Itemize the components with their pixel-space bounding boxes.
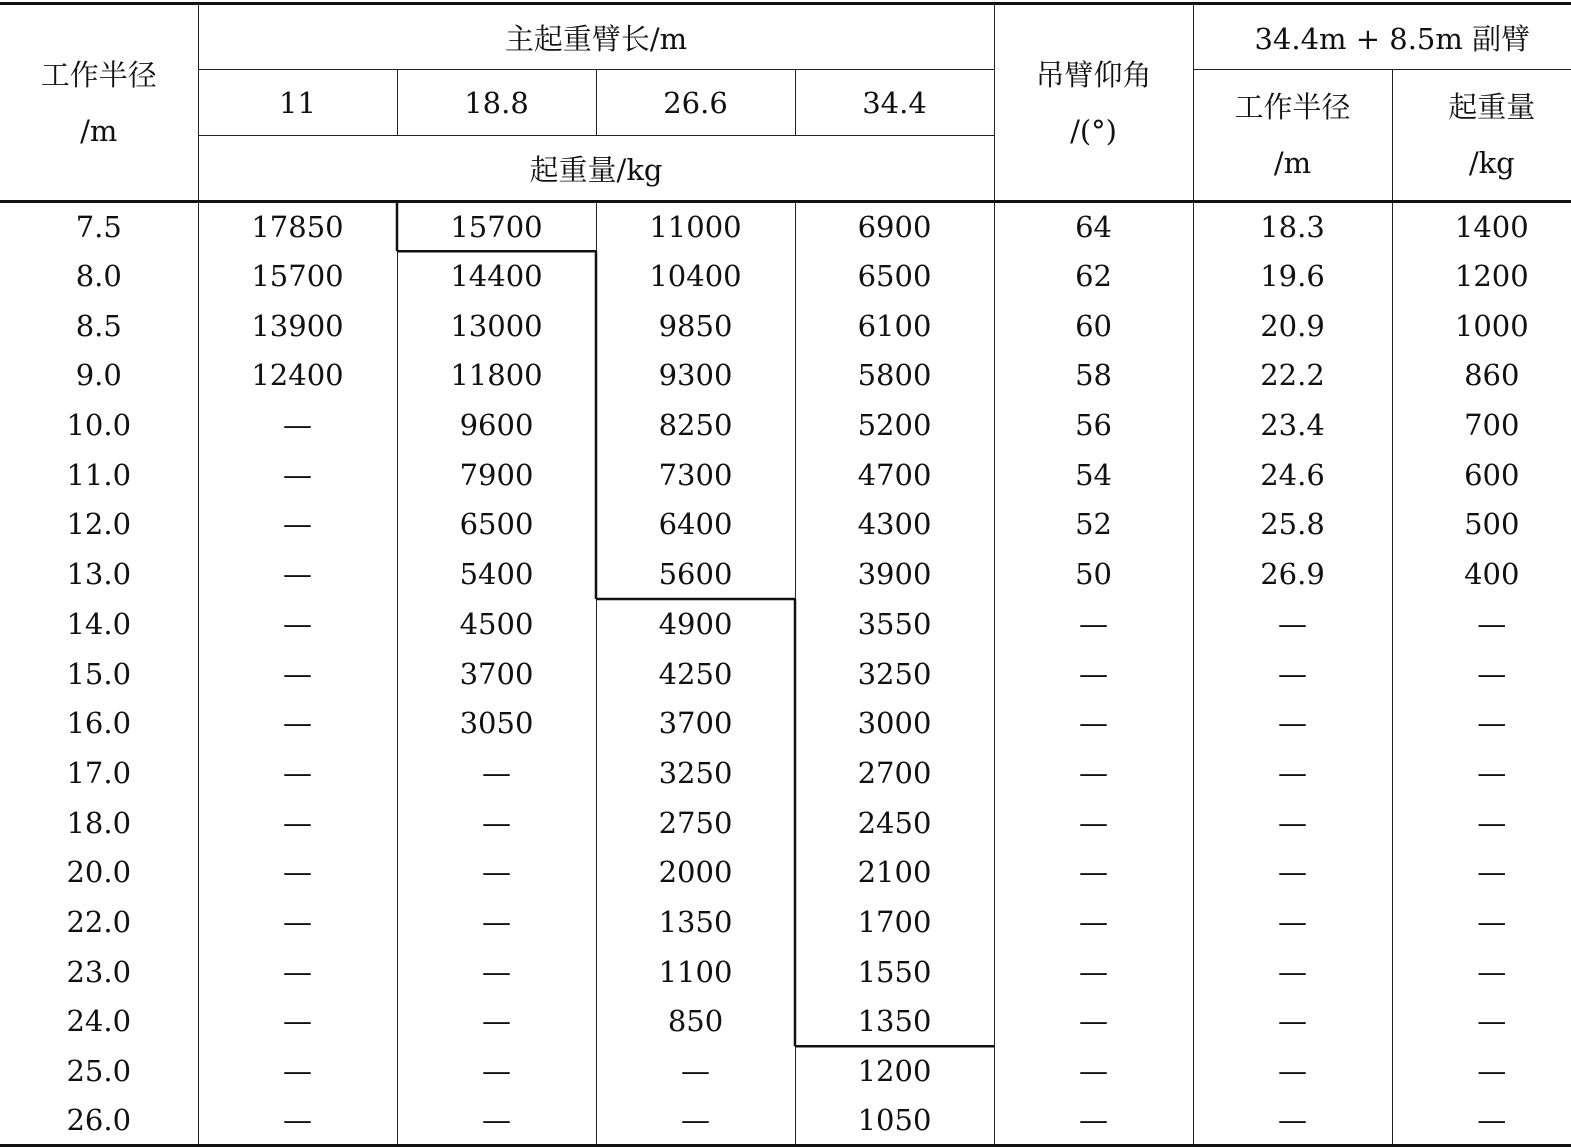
table-cell: 52 [994,500,1193,550]
table-row [0,649,1571,699]
table-cell: 2100 [795,847,994,897]
table-cell: — [994,649,1193,699]
header-lifting-capacity: 起重量/kg [198,136,994,202]
table-cell: — [1392,649,1571,699]
table-cell: 1350 [596,897,795,947]
table-row [0,947,1571,997]
table-cell: — [198,450,397,500]
table-cell: 14.0 [66,606,132,641]
table-cell: 9.0 [75,358,122,393]
table-cell: 13000 [397,301,596,351]
table-cell: 3250 [795,649,994,699]
table-cell: 24.0 [66,1004,132,1039]
table-cell: 7900 [397,450,596,500]
table-row [0,847,1571,897]
table-row [0,1096,1571,1146]
table-cell: 3000 [795,698,994,748]
table-header [0,4,1571,202]
table-cell: 16.0 [66,706,132,741]
table-cell: 4250 [596,649,795,699]
table-cell: 19.6 [1193,251,1392,301]
table-row [0,351,1571,401]
table-cell: — [198,400,397,450]
table-cell: — [994,798,1193,848]
table-cell: 58 [994,351,1193,401]
table-row [0,1046,1571,1096]
table-cell: 4700 [795,450,994,500]
table-row [0,997,1571,1047]
table-cell: 12.0 [66,507,132,542]
table-cell: — [994,1046,1193,1096]
table-cell: 18.0 [66,805,132,840]
table-cell: 11.0 [66,457,132,492]
table-cell: — [1392,947,1571,997]
table-cell: — [1193,1046,1392,1096]
header-boom-angle [994,4,1193,202]
table-cell: 15700 [198,251,397,301]
table-cell: — [994,947,1193,997]
table-cell: — [397,947,596,997]
table-cell: 17.0 [66,755,132,790]
table-cell: 22.2 [1193,351,1392,401]
table-cell: — [1392,748,1571,798]
header-working-radius [0,4,198,202]
table-cell: 4300 [795,500,994,550]
table-row [0,400,1571,450]
table-cell: — [1193,847,1392,897]
table-cell: 860 [1392,351,1571,401]
table-cell: — [1392,1096,1571,1146]
table-cell: 3550 [795,599,994,649]
table-cell: 850 [596,997,795,1047]
table-cell: — [1193,947,1392,997]
table-cell: 11800 [397,351,596,401]
header-jib-radius-label: 工作半径 [1234,90,1351,124]
table-row [0,897,1571,947]
table-cell: — [198,649,397,699]
table-cell: — [198,947,397,997]
table-row [0,301,1571,351]
table-cell: 1700 [795,897,994,947]
table-cell: 1350 [795,997,994,1047]
table-cell: 5200 [795,400,994,450]
table-row [0,202,1571,252]
table-cell: — [397,1046,596,1096]
header-jib-capacity [1392,70,1571,202]
header-boom-length: 26.6 [596,70,795,136]
table-cell: 20.9 [1193,301,1392,351]
table-cell: 14400 [397,251,596,301]
table-cell: 26.9 [1193,549,1392,599]
table-cell: 9300 [596,351,795,401]
header-jib-radius-unit: /m [1273,146,1312,180]
table-cell: — [994,1096,1193,1146]
table-cell: — [994,897,1193,947]
table-cell: 20.0 [66,855,132,890]
table-cell: 7.5 [0,202,198,252]
table-cell: 10400 [596,251,795,301]
table-cell: 22.0 [66,904,132,939]
table-cell: 9850 [596,301,795,351]
header-main-boom-length: 主起重臂长/m [198,4,994,70]
table-cell: 24.6 [1193,450,1392,500]
table-cell: 60 [994,301,1193,351]
table-cell: 2700 [795,748,994,798]
table-cell: 600 [1392,450,1571,500]
table-cell: 1000 [1392,301,1571,351]
table-cell: — [198,500,397,550]
table-cell: 13.0 [66,557,132,592]
header-boom-length: 11 [198,70,397,136]
table-cell: 3050 [397,698,596,748]
table-cell: — [397,847,596,897]
table-cell: — [198,599,397,649]
table-cell: — [1193,649,1392,699]
table-cell: — [596,1096,795,1146]
table-cell: 2000 [596,847,795,897]
table-cell: 1100 [596,947,795,997]
table-cell: — [198,847,397,897]
table-cell: — [1193,1096,1392,1146]
table-cell: — [198,1096,397,1146]
table-cell: 10.0 [66,408,132,443]
table-row [0,450,1571,500]
table-cell: — [1193,798,1392,848]
table-cell: 3700 [596,698,795,748]
header-jib-group: 34.4m + 8.5m 副臂 [1193,4,1571,70]
table-cell: 1200 [1392,251,1571,301]
table-cell: — [994,748,1193,798]
table-row [0,748,1571,798]
table-row [0,251,1571,301]
table-cell: 2750 [596,798,795,848]
table-cell: — [1392,897,1571,947]
table-cell: 7300 [596,450,795,500]
table-cell: — [994,997,1193,1047]
table-cell: 6900 [795,202,994,252]
table-cell: — [1193,997,1392,1047]
table-cell: — [397,748,596,798]
table-cell: 18.3 [1193,202,1392,252]
table-cell: 6400 [596,500,795,550]
table-cell: 8.5 [75,308,122,343]
table-cell: 17850 [198,202,397,252]
table-cell: — [397,997,596,1047]
table-cell: — [1392,997,1571,1047]
table-cell: 15700 [397,202,596,252]
header-working-radius-label: 工作半径 [40,57,157,92]
header-working-radius-unit: /m [80,113,118,148]
table-cell: 2450 [795,798,994,848]
header-boom-angle-label: 吊臂仰角 [1035,57,1152,92]
table-cell: 62 [994,251,1193,301]
table-cell: — [1392,847,1571,897]
table-cell: 50 [994,549,1193,599]
table-cell: 9600 [397,400,596,450]
table-cell: 12400 [198,351,397,401]
table-cell: — [1193,748,1392,798]
table-cell: 8250 [596,400,795,450]
table-cell: 5600 [596,549,795,599]
table-cell: 1550 [795,947,994,997]
table-cell: 25.0 [66,1054,132,1089]
table-cell: 1400 [1392,202,1571,252]
table-cell: 15.0 [66,656,132,691]
table-cell: 56 [994,400,1193,450]
table-cell: — [1392,798,1571,848]
table-cell: 23.4 [1193,400,1392,450]
table-cell: 4900 [596,599,795,649]
table-cell: 3700 [397,649,596,699]
table-cell: 6500 [397,500,596,550]
table-cell: 3900 [795,549,994,599]
table-row [0,549,1571,599]
table-cell: — [596,1046,795,1096]
table-cell: — [397,897,596,947]
table-cell: 5800 [795,351,994,401]
table-row [0,698,1571,748]
table-cell: — [198,897,397,947]
table-cell: — [1193,698,1392,748]
table-cell: — [198,549,397,599]
table-cell: — [1392,599,1571,649]
table-cell: — [994,847,1193,897]
table-cell: 6500 [795,251,994,301]
table-body [0,202,1571,1146]
table-row [0,500,1571,550]
table-cell: 64 [994,202,1193,252]
table-cell: 26.0 [0,1096,198,1146]
header-jib-capacity-unit: /kg [1468,146,1515,180]
table-cell: 400 [1392,549,1571,599]
table-cell: 500 [1392,500,1571,550]
table-cell: 23.0 [66,954,132,989]
table-cell: 1050 [795,1096,994,1146]
table-cell: 5400 [397,549,596,599]
table-cell: — [198,798,397,848]
table-row [0,798,1571,848]
table-cell: 11000 [596,202,795,252]
table-cell: 13900 [198,301,397,351]
header-jib-capacity-label: 起重量 [1448,90,1536,124]
load-table [0,2,1571,1147]
table-cell: — [397,1096,596,1146]
table-cell: — [1193,897,1392,947]
table-cell: — [198,748,397,798]
table-cell: 6100 [795,301,994,351]
table-cell: — [994,599,1193,649]
table-cell: — [1392,1046,1571,1096]
table-cell: 25.8 [1193,500,1392,550]
table-cell: — [994,698,1193,748]
table-cell: — [198,1046,397,1096]
table-cell: 1200 [795,1046,994,1096]
header-boom-angle-unit: /(°) [1070,113,1117,148]
table-cell: 3250 [596,748,795,798]
table-cell: — [397,798,596,848]
table-cell: 54 [994,450,1193,500]
header-boom-length: 18.8 [397,70,596,136]
table-cell: — [198,698,397,748]
table-cell: — [1392,698,1571,748]
table-cell: 700 [1392,400,1571,450]
table-row [0,599,1571,649]
table-cell: 8.0 [75,259,122,294]
table-cell: 4500 [397,599,596,649]
header-boom-length: 34.4 [795,70,994,136]
header-jib-radius [1193,70,1392,202]
table-cell: — [198,997,397,1047]
table-cell: — [1193,599,1392,649]
